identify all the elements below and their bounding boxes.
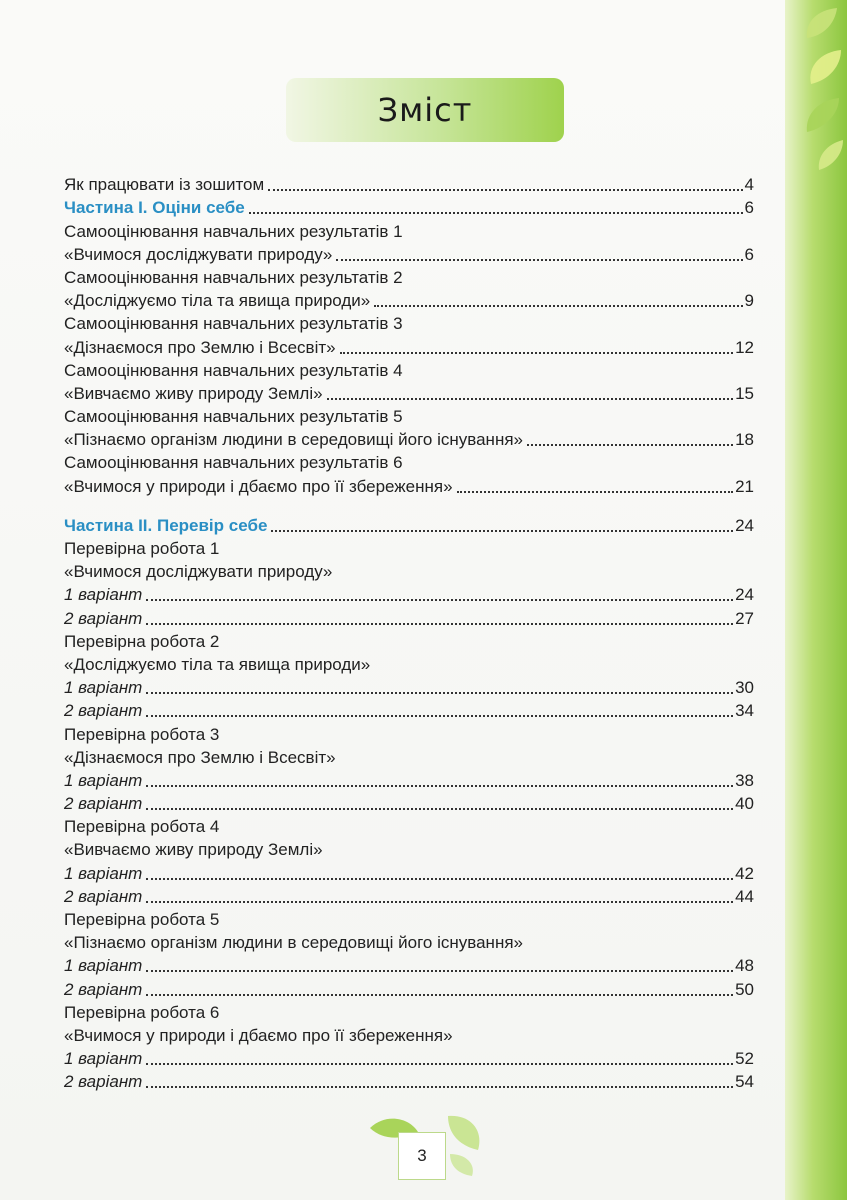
toc-variant — [64, 1046, 754, 1069]
toc-entry-title: Самооцінювання навчальних результатів 1 — [64, 221, 403, 241]
toc-variant — [64, 791, 754, 814]
toc-entry-title: Перевірна робота 6 — [64, 1002, 220, 1022]
dot-leader — [374, 293, 742, 307]
toc-entry — [64, 721, 754, 744]
toc-entry — [64, 242, 754, 265]
dot-leader — [146, 866, 733, 880]
toc-entry-title: «Досліджуємо тіла та явища природи» — [64, 654, 371, 674]
toc-entry-page: 4 — [744, 175, 754, 195]
toc-entry-page: 40 — [735, 794, 754, 814]
toc-entry-title: 1 варіант — [64, 863, 143, 883]
toc-entry-title: «Пізнаємо організм людини в середовищі його існування» — [64, 933, 523, 953]
toc-entry-title: Як працювати із зошитом — [64, 175, 265, 195]
dot-leader — [336, 247, 742, 261]
title-banner — [286, 78, 564, 142]
toc-entry-page: 30 — [735, 678, 754, 698]
toc-entry-page: 18 — [735, 430, 754, 450]
page-number: 3 — [398, 1132, 446, 1180]
toc-entry-title: Самооцінювання навчальних результатів 4 — [64, 360, 403, 380]
toc-entry-title: 2 варіант — [64, 1072, 143, 1092]
toc-entry — [64, 311, 754, 334]
toc-entry-title: Перевірна робота 2 — [64, 631, 220, 651]
table-of-contents — [64, 172, 754, 1092]
toc-entry-page: 48 — [735, 956, 754, 976]
dot-leader — [146, 1074, 733, 1088]
toc-entry — [64, 288, 754, 311]
toc-entry-title: Самооцінювання навчальних результатів 2 — [64, 267, 403, 287]
toc-entry-title: 2 варіант — [64, 794, 143, 814]
toc-entry-title: 2 варіант — [64, 979, 143, 999]
toc-entry-page: 15 — [735, 383, 754, 403]
toc-entry — [64, 652, 754, 675]
section-gap — [64, 497, 754, 513]
toc-entry-title: «Вчимося досліджувати природу» — [64, 244, 333, 264]
toc-entry — [64, 358, 754, 381]
toc-entry — [64, 473, 754, 496]
toc-entry-page: 42 — [735, 863, 754, 883]
toc-entry-page: 9 — [744, 291, 754, 311]
toc-entry-title: 2 варіант — [64, 701, 143, 721]
toc-entry — [64, 837, 754, 860]
leaf-decoration-icon — [777, 0, 847, 190]
toc-entry-title: «Пізнаємо організм людини в середовищі його існування» — [64, 430, 523, 450]
toc-entry — [64, 930, 754, 953]
toc-entry-title: Самооцінювання навчальних результатів 5 — [64, 407, 403, 427]
dot-leader — [271, 518, 733, 532]
toc-entry-page: 54 — [735, 1072, 754, 1092]
toc-entry-title: 1 варіант — [64, 956, 143, 976]
toc-entry-title: 1 варіант — [64, 585, 143, 605]
toc-entry-page: 21 — [735, 476, 754, 496]
toc-entry-title: 1 варіант — [64, 1049, 143, 1069]
dot-leader — [249, 200, 743, 214]
toc-entry — [64, 265, 754, 288]
dot-leader — [146, 587, 733, 601]
toc-entry-title: Самооцінювання навчальних результатів 3 — [64, 314, 403, 334]
toc-variant — [64, 860, 754, 883]
toc-entry-title: Перевірна робота 4 — [64, 817, 220, 837]
toc-entry-title: «Вивчаємо живу природу Землі» — [64, 383, 323, 403]
toc-entry-title: Частина ІІ. Перевір себе — [64, 515, 268, 535]
toc-entry — [64, 404, 754, 427]
toc-variant — [64, 884, 754, 907]
toc-entry-page: 44 — [735, 886, 754, 906]
toc-entry-page: 12 — [735, 337, 754, 357]
toc-entry-page: 24 — [735, 515, 754, 535]
toc-entry-title: 2 варіант — [64, 886, 143, 906]
toc-entry — [64, 1023, 754, 1046]
toc-variant — [64, 1069, 754, 1092]
toc-entry — [64, 559, 754, 582]
toc-entry-title: «Вчимося у природи і дбаємо про її збереження» — [64, 1025, 453, 1045]
dot-leader — [268, 177, 742, 191]
dot-leader — [146, 611, 733, 625]
toc-variant — [64, 582, 754, 605]
dot-leader — [146, 1051, 733, 1065]
toc-entry-title: Самооцінювання навчальних результатів 6 — [64, 453, 403, 473]
toc-entry-page: 6 — [744, 244, 754, 264]
toc-variant — [64, 953, 754, 976]
toc-entry-page: 50 — [735, 979, 754, 999]
toc-entry — [64, 814, 754, 837]
toc-entry-title: «Вивчаємо живу природу Землі» — [64, 840, 323, 860]
toc-entry-title: Перевірна робота 1 — [64, 539, 220, 558]
toc-variant — [64, 605, 754, 628]
toc-entry — [64, 334, 754, 357]
toc-entry-title: 1 варіант — [64, 770, 143, 790]
toc-entry-title: «Вчимося досліджувати природу» — [64, 562, 333, 582]
dot-leader — [457, 479, 734, 493]
toc-entry — [64, 1000, 754, 1023]
dot-leader — [146, 982, 733, 996]
dot-leader — [327, 386, 734, 400]
toc-variant — [64, 675, 754, 698]
toc-entry-page: 24 — [735, 585, 754, 605]
toc-variant — [64, 698, 754, 721]
toc-entry — [64, 907, 754, 930]
toc-entry-title: «Дізнаємося про Землю і Всесвіт» — [64, 747, 336, 767]
toc-variant — [64, 976, 754, 999]
toc-entry — [64, 745, 754, 768]
toc-entry-page: 34 — [735, 701, 754, 721]
toc-entry-page: 27 — [735, 608, 754, 628]
page-title: Зміст — [377, 91, 473, 129]
toc-entry-title: 1 варіант — [64, 678, 143, 698]
toc-entry-title: Перевірна робота 3 — [64, 724, 220, 744]
toc-entry-title: 2 варіант — [64, 608, 143, 628]
toc-entry — [64, 172, 754, 195]
dot-leader — [146, 958, 733, 972]
toc-entry — [64, 381, 754, 404]
toc-entry-title: «Вчимося у природи і дбаємо про її збереження» — [64, 476, 453, 496]
toc-entry — [64, 218, 754, 241]
dot-leader — [146, 773, 733, 787]
toc-entry — [64, 427, 754, 450]
dot-leader — [146, 680, 733, 694]
toc-entry-title: Перевірна робота 5 — [64, 910, 220, 929]
toc-entry-title: «Досліджуємо тіла та явища природи» — [64, 291, 371, 311]
toc-part-heading — [64, 195, 754, 218]
toc-entry — [64, 450, 754, 473]
toc-entry-title: «Дізнаємося про Землю і Всесвіт» — [64, 337, 336, 357]
dot-leader — [146, 703, 733, 717]
toc-entry — [64, 629, 754, 652]
dot-leader — [146, 796, 733, 810]
toc-part-heading — [64, 513, 754, 536]
toc-entry-title: Частина І. Оціни себе — [64, 198, 245, 218]
toc-entry-page: 52 — [735, 1049, 754, 1069]
toc-variant — [64, 768, 754, 791]
toc-entry — [64, 536, 754, 559]
dot-leader — [146, 889, 733, 903]
dot-leader — [340, 340, 733, 354]
dot-leader — [527, 432, 733, 446]
toc-entry-page: 38 — [735, 770, 754, 790]
toc-entry-page: 6 — [744, 198, 754, 218]
